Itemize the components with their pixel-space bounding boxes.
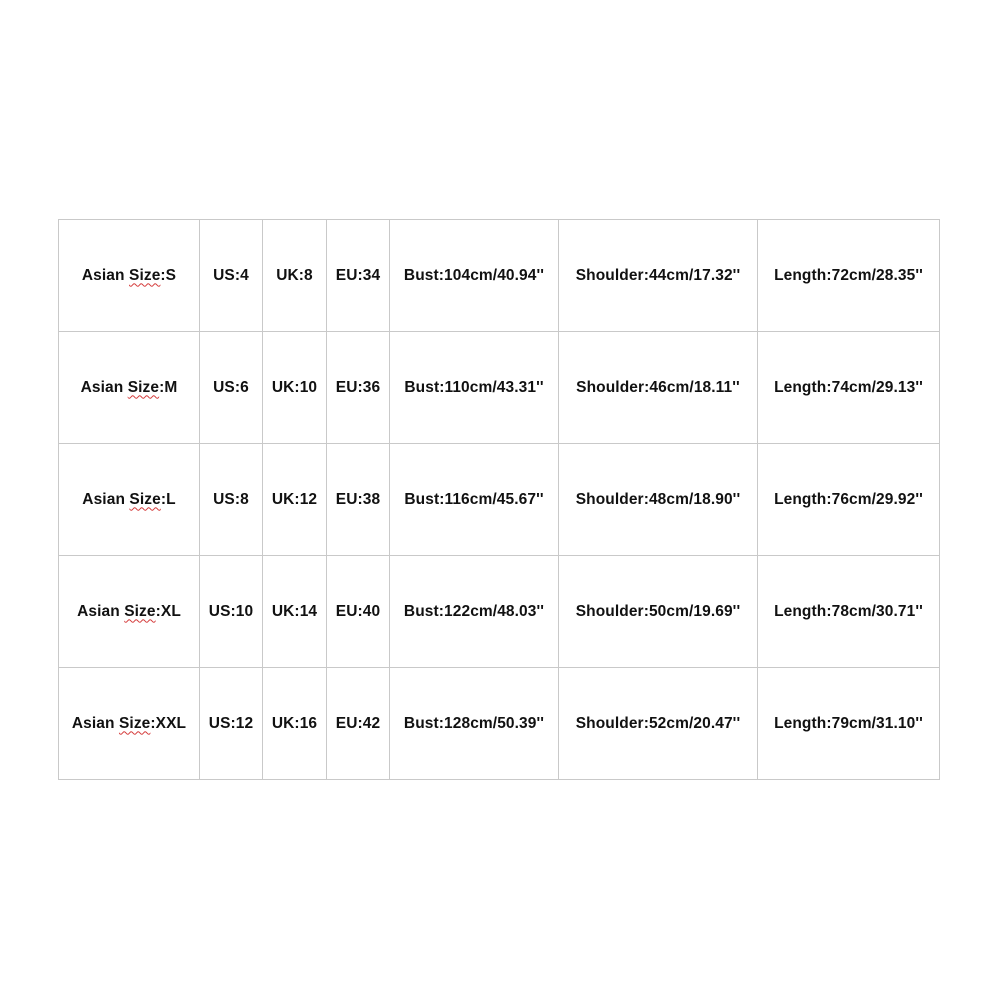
eu-size-cell: EU:36: [327, 332, 390, 444]
uk-size-cell: UK:12: [263, 444, 327, 556]
uk-size-cell: UK:8: [263, 220, 327, 332]
size-row-xxl: [59, 668, 940, 780]
size-row-l: [59, 444, 940, 556]
shoulder-cell: Shoulder:44cm/17.32'': [559, 220, 758, 332]
asian-label: Asian: [82, 490, 130, 508]
asian-label: Asian: [81, 266, 129, 284]
size-value: :XXL: [150, 714, 187, 732]
asian-size-cell: [59, 668, 200, 780]
asian-label: Asian: [71, 714, 119, 732]
us-size-cell: US:8: [200, 444, 263, 556]
size-value: :XL: [155, 602, 181, 620]
uk-size-cell: UK:14: [263, 556, 327, 668]
size-value: :M: [159, 378, 178, 396]
size-chart-table: [58, 219, 940, 780]
size-word: Size: [129, 490, 161, 508]
uk-size-cell: UK:10: [263, 332, 327, 444]
bust-cell: Bust:122cm/48.03'': [390, 556, 559, 668]
length-cell: Length:76cm/29.92'': [758, 444, 940, 556]
length-cell: Length:74cm/29.13'': [758, 332, 940, 444]
size-row-s: [59, 220, 940, 332]
shoulder-cell: Shoulder:48cm/18.90'': [559, 444, 758, 556]
size-value: :L: [160, 490, 176, 508]
size-value: :S: [160, 266, 177, 284]
asian-label: Asian: [77, 602, 125, 620]
bust-cell: Bust:128cm/50.39'': [390, 668, 559, 780]
us-size-cell: US:12: [200, 668, 263, 780]
size-word: Size: [127, 378, 160, 396]
asian-size-cell: [59, 556, 200, 668]
length-cell: Length:78cm/30.71'': [758, 556, 940, 668]
size-word: Size: [124, 602, 156, 620]
size-word: Size: [129, 266, 161, 284]
shoulder-cell: Shoulder:46cm/18.11'': [559, 332, 758, 444]
bust-cell: Bust:116cm/45.67'': [390, 444, 559, 556]
shoulder-cell: Shoulder:52cm/20.47'': [559, 668, 758, 780]
eu-size-cell: EU:38: [327, 444, 390, 556]
us-size-cell: US:10: [200, 556, 263, 668]
eu-size-cell: EU:40: [327, 556, 390, 668]
uk-size-cell: UK:16: [263, 668, 327, 780]
asian-size-cell: [59, 444, 200, 556]
length-cell: Length:72cm/28.35'': [758, 220, 940, 332]
asian-size-cell: [59, 220, 200, 332]
length-cell: Length:79cm/31.10'': [758, 668, 940, 780]
size-row-xl: [59, 556, 940, 668]
bust-cell: Bust:104cm/40.94'': [390, 220, 559, 332]
asian-label: Asian: [80, 378, 128, 396]
eu-size-cell: EU:34: [327, 220, 390, 332]
size-row-m: [59, 332, 940, 444]
us-size-cell: US:4: [200, 220, 263, 332]
size-word: Size: [118, 714, 151, 732]
us-size-cell: US:6: [200, 332, 263, 444]
bust-cell: Bust:110cm/43.31'': [390, 332, 559, 444]
eu-size-cell: EU:42: [327, 668, 390, 780]
shoulder-cell: Shoulder:50cm/19.69'': [559, 556, 758, 668]
asian-size-cell: [59, 332, 200, 444]
